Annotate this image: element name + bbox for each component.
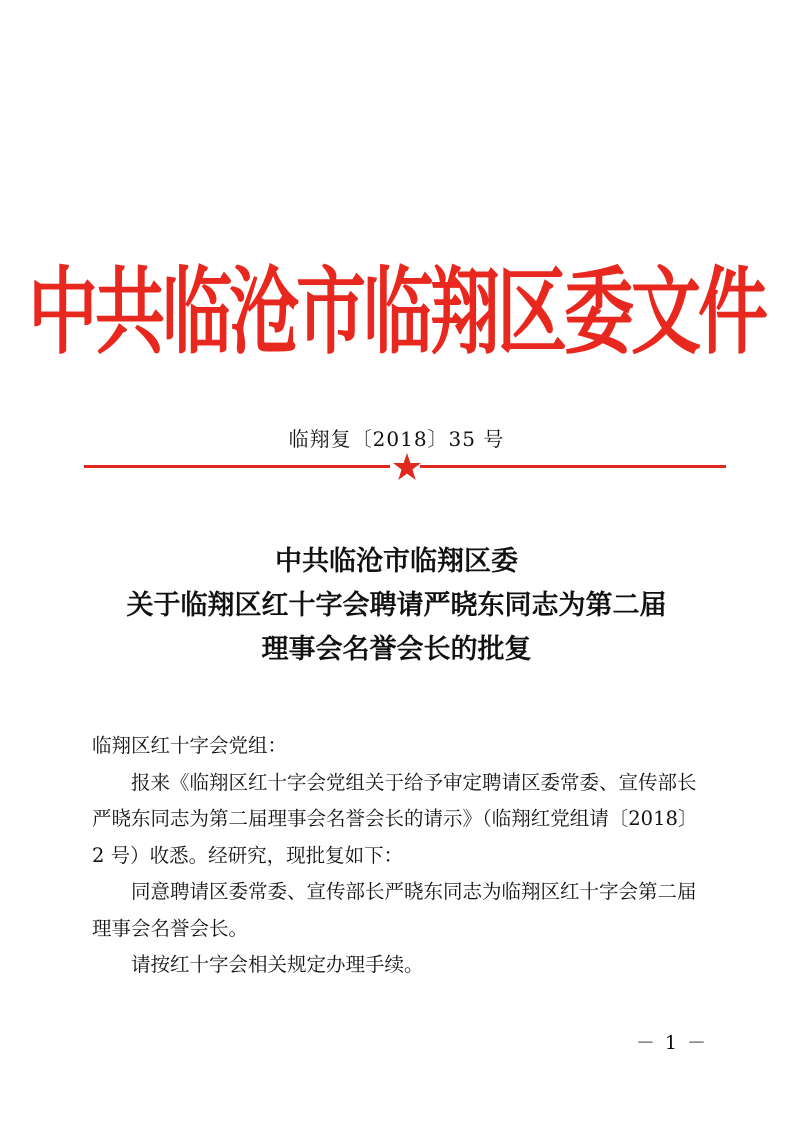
masthead-title: 中共临沧市临翔区委文件 [28, 256, 765, 368]
paragraph-request: 报来《临翔区红十字会党组关于给予审定聘请区委常委、宣传部长严晓东同志为第二届理事会名誉会长的请示》（临翔红党组请〔2018〕2 号）收悉。经研究，现批复如下： [92, 770, 698, 867]
paragraph-approval: 同意聘请区委常委、宣传部长严晓东同志为临翔区红十字会第二届理事会名誉会长。 [92, 880, 697, 940]
document-title [0, 540, 793, 672]
title-line-1: 中共临沧市临翔区委 [275, 546, 518, 577]
paragraph-instruction: 请按红十字会相关规定办理手续。 [131, 953, 424, 976]
red-rule-left [84, 465, 390, 468]
page-number: － 1 － [635, 1032, 708, 1054]
title-line-2: 关于临翔区红十字会聘请严晓东同志为第二届 [126, 590, 667, 621]
title-line-3: 理事会名誉会长的批复 [261, 634, 532, 665]
document-body [92, 728, 704, 984]
star-icon [392, 452, 422, 482]
red-rule-right [420, 465, 726, 468]
document-number: 临翔复〔2018〕35 号 [288, 427, 505, 451]
salutation: 临翔区红十字会党组： [92, 734, 288, 757]
